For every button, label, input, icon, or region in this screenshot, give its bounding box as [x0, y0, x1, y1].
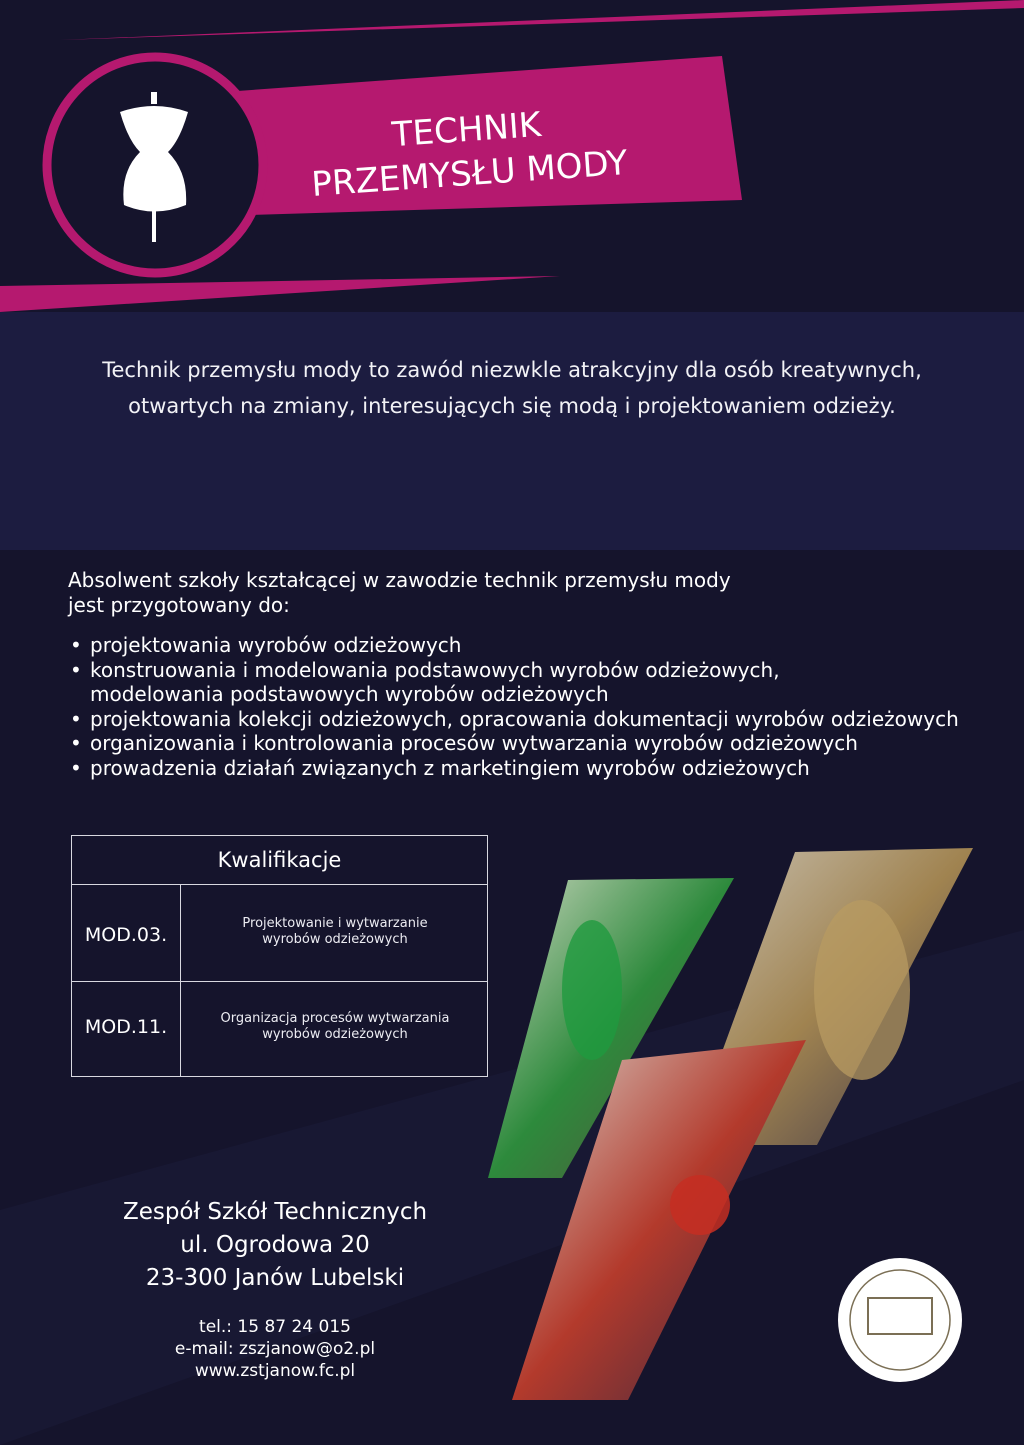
school-logo: [838, 1258, 962, 1382]
title-line-2: PRZEMYSŁU MODY: [310, 142, 629, 205]
skills-list: [68, 633, 968, 780]
qualification-desc-line: Organizacja procesów wytwarzania: [220, 1011, 450, 1026]
school-street: ul. Ogrodowa 20: [180, 1232, 370, 1258]
intro-line-2: otwartych na zmiany, interesujących się modą i projektowaniem odzieży.: [128, 394, 896, 418]
contact-phone: tel.: 15 87 24 015: [199, 1317, 351, 1337]
school-address: [90, 1196, 460, 1295]
qualification-desc: [182, 1011, 488, 1043]
list-item: • projektowania wyrobów odzieżowych: [68, 633, 968, 658]
school-city: 23-300 Janów Lubelski: [145, 1265, 405, 1291]
qualifications-table: [71, 835, 488, 1077]
qualification-desc-line: wyrobów odzieżowych: [262, 932, 408, 947]
table-divider: [72, 981, 487, 982]
list-item: • prowadzenia działań związanych z marketingiem wyrobów odzieżowych: [68, 756, 968, 781]
contact-website[interactable]: www.zstjanow.fc.pl: [194, 1361, 356, 1381]
intro-band: [0, 312, 1024, 550]
qualification-desc-line: wyrobów odzieżowych: [262, 1027, 408, 1042]
contact-info: [120, 1316, 430, 1382]
list-item: [68, 658, 968, 707]
contact-email[interactable]: e-mail: zszjanow@o2.pl: [174, 1339, 376, 1359]
list-item-line: modelowania podstawowych wyrobów odzieżowych: [90, 682, 609, 706]
graduate-intro: [68, 568, 928, 618]
school-name: Zespół Szkół Technicznych: [122, 1199, 428, 1225]
list-item-line: konstruowania i modelowania podstawowych wyrobów odzieżowych,: [90, 657, 780, 682]
graduate-line-2: jest przygotowany do:: [68, 593, 290, 617]
qualifications-title: Kwalifikacje: [72, 836, 487, 885]
qualification-desc: [182, 916, 488, 948]
qualification-code: MOD.03.: [84, 924, 168, 946]
top-magenta-stripe: [60, 0, 1024, 40]
graduate-line-1: Absolwent szkoły kształcącej w zawodzie technik przemysłu mody: [68, 568, 731, 592]
intro-text: [40, 352, 984, 424]
list-item: • projektowania kolekcji odzieżowych, opracowania dokumentacji wyrobów odzieżowych: [68, 707, 968, 732]
qualification-desc-line: Projektowanie i wytwarzanie: [242, 916, 428, 931]
list-item: • organizowania i kontrolowania procesów wytwarzania wyrobów odzieżowych: [68, 731, 968, 756]
lower-magenta-stripe: [0, 276, 560, 312]
title-line-1: TECHNIK: [390, 104, 543, 156]
intro-line-1: Technik przemysłu mody to zawód niezwkle atrakcyjny dla osób kreatywnych,: [102, 358, 922, 382]
qualification-code: MOD.11.: [84, 1016, 168, 1038]
